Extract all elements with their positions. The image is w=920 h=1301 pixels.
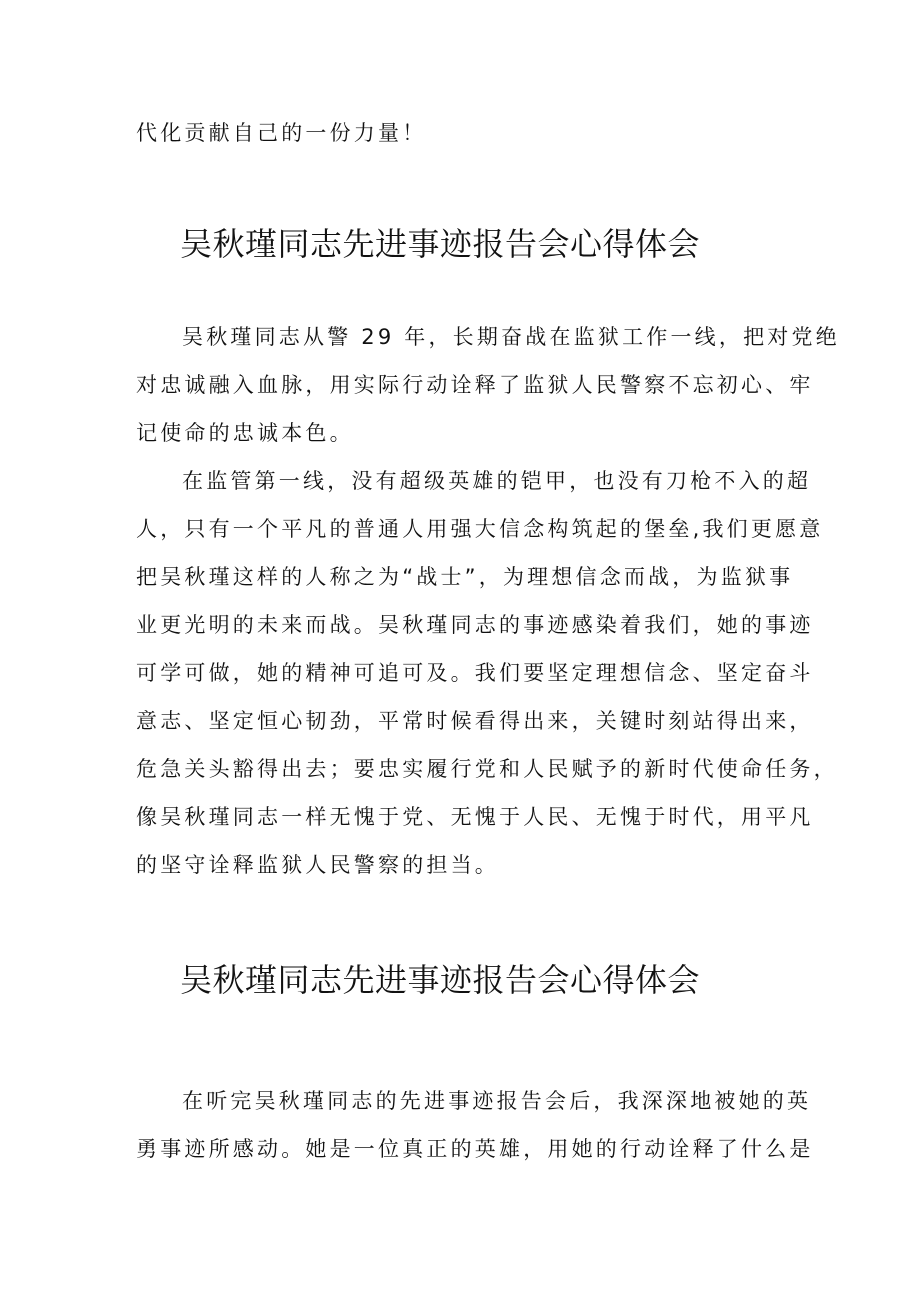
- s1-p1-line-2: 对忠诚融入血脉，用实际行动诠释了监狱人民警察不忘初心、牢: [136, 373, 814, 397]
- s1-p2-line-2: 人，只有一个平凡的普通人用强大信念构筑起的堡垒,我们更愿意: [136, 517, 824, 541]
- section-2-title: 吴秋瑾同志先进事迹报告会心得体会: [180, 961, 701, 999]
- s2-p1-line-1: 在听完吴秋瑾同志的先进事迹报告会后，我深深地被她的英: [182, 1089, 812, 1113]
- s1-p1-line-1: 吴秋瑾同志从警 29 年，长期奋战在监狱工作一线，把对党绝: [182, 325, 840, 349]
- s1-p2-line-4: 业更光明的未来而战。吴秋瑾同志的事迹感染着我们，她的事迹: [136, 613, 814, 637]
- intro-tail-line: 代化贡献自己的一份力量！: [136, 121, 427, 145]
- s1-p2-line-7: 危急关头豁得出去；要忠实履行党和人民赋予的新时代使命任务，: [136, 757, 838, 781]
- s1-p2-line-8: 像吴秋瑾同志一样无愧于党、无愧于人民、无愧于时代，用平凡: [136, 805, 814, 829]
- s1-p1-line-3: 记使命的忠诚本色。: [136, 421, 354, 445]
- s1-p2-line-5: 可学可做，她的精神可追可及。我们要坚定理想信念、坚定奋斗: [136, 661, 814, 685]
- s1-p2-line-3: 把吴秋瑾这样的人称之为“战士”，为理想信念而战，为监狱事: [136, 565, 794, 589]
- s2-p1-line-2: 勇事迹所感动。她是一位真正的英雄，用她的行动诠释了什么是: [136, 1137, 814, 1161]
- s1-p2-line-6: 意志、坚定恒心韧劲，平常时候看得出来，关键时刻站得出来，: [136, 709, 814, 733]
- s1-p2-line-1: 在监管第一线，没有超级英雄的铠甲，也没有刀枪不入的超: [182, 469, 812, 493]
- section-1-title: 吴秋瑾同志先进事迹报告会心得体会: [180, 225, 701, 263]
- s1-p2-line-9: 的坚守诠释监狱人民警察的担当。: [136, 853, 499, 877]
